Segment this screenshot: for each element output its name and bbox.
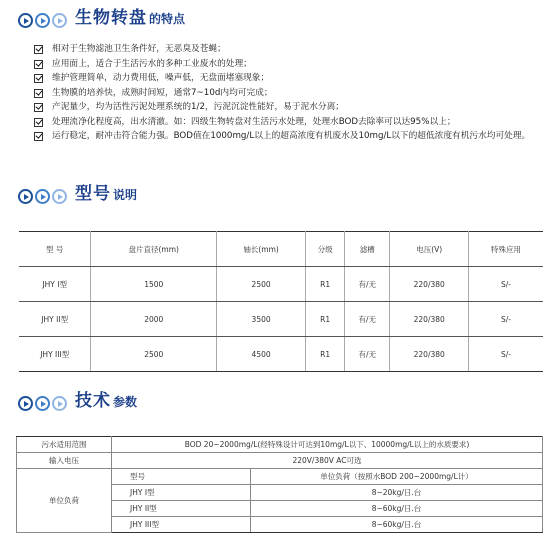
table-cell: R1 bbox=[306, 267, 345, 302]
section-header-features bbox=[18, 8, 185, 28]
table-cell: 220/380 bbox=[390, 337, 469, 372]
table-cell: JHY II型 bbox=[19, 302, 91, 337]
table-header-row bbox=[19, 232, 543, 267]
table-cell: 2500 bbox=[91, 337, 217, 372]
table-row bbox=[19, 267, 543, 302]
row-value: 220V/380V AC可选 bbox=[112, 453, 543, 469]
section-title: 生物转盘 bbox=[75, 8, 147, 28]
column-header: 轴长(mm) bbox=[217, 232, 306, 267]
section-subtitle: 说明 bbox=[113, 188, 138, 202]
table-cell: JHY III型 bbox=[112, 517, 251, 533]
table-row bbox=[17, 469, 543, 485]
column-header: 电压(V) bbox=[390, 232, 469, 267]
row-label: 单位负荷 bbox=[17, 469, 112, 533]
checkbox-icon bbox=[34, 118, 43, 127]
table-cell: 有/无 bbox=[345, 337, 390, 372]
feature-list bbox=[34, 42, 544, 144]
section-subtitle: 参数 bbox=[113, 395, 138, 409]
table-cell: 4500 bbox=[217, 337, 306, 372]
row-label: 输入电压 bbox=[17, 453, 112, 469]
table-cell: 有/无 bbox=[345, 302, 390, 337]
table-cell: JHY I型 bbox=[112, 485, 251, 501]
feature-item: 产泥量少，均为活性污泥处理系统的1/2，污泥沉淀性能好，易于泥水分离； bbox=[34, 100, 544, 115]
table-cell: 8~60kg/日.台 bbox=[251, 517, 543, 533]
checkbox-icon bbox=[34, 60, 43, 69]
table-row bbox=[19, 302, 543, 337]
table-row bbox=[19, 337, 543, 372]
column-header: 型 号 bbox=[19, 232, 91, 267]
column-header: 滤槽 bbox=[345, 232, 390, 267]
table-cell: JHY II型 bbox=[112, 501, 251, 517]
table-cell: 2500 bbox=[217, 267, 306, 302]
tech-params-table bbox=[16, 436, 543, 533]
table-cell: S/- bbox=[468, 302, 543, 337]
feature-item: 应用面上，适合于生活污水的多种工业废水的处理； bbox=[34, 57, 544, 72]
column-header: 型号 bbox=[112, 469, 251, 485]
table-cell: S/- bbox=[468, 337, 543, 372]
row-label: 污水适用范围 bbox=[17, 437, 112, 453]
section-header-models bbox=[18, 184, 137, 204]
table-cell: 8~20kg/日.台 bbox=[251, 485, 543, 501]
feature-item: 生物膜的培养快，成熟时间短，通常7~10d内均可完成； bbox=[34, 86, 544, 101]
arrow-bullets-icon bbox=[18, 13, 69, 28]
checkbox-icon bbox=[34, 103, 43, 112]
table-cell: R1 bbox=[306, 302, 345, 337]
checkbox-icon bbox=[34, 89, 43, 98]
row-value: BOD 20~2000mg/L(经特殊设计可达到10mg/L以下、10000mg/L以上的水质要求) bbox=[112, 437, 543, 453]
feature-item: 相对于生物滤池卫生条件好，无恶臭及苍蝇； bbox=[34, 42, 544, 57]
table-cell: JHY III型 bbox=[19, 337, 91, 372]
column-header: 特殊应用 bbox=[468, 232, 543, 267]
section-header-tech bbox=[18, 391, 137, 411]
table-cell: R1 bbox=[306, 337, 345, 372]
table-cell: 有/无 bbox=[345, 267, 390, 302]
table-cell: 1500 bbox=[91, 267, 217, 302]
table-cell: JHY I型 bbox=[19, 267, 91, 302]
table-row bbox=[17, 453, 543, 469]
table-row bbox=[17, 437, 543, 453]
table-cell: S/- bbox=[468, 267, 543, 302]
checkbox-icon bbox=[34, 132, 43, 141]
column-header: 盘片直径(mm) bbox=[91, 232, 217, 267]
section-subtitle: 的特点 bbox=[149, 12, 186, 26]
arrow-bullets-icon bbox=[18, 396, 69, 411]
feature-item: 维护管理简单，动力费用低，噪声低，无盘面堵塞现象； bbox=[34, 71, 544, 86]
table-cell: 3500 bbox=[217, 302, 306, 337]
checkbox-icon bbox=[34, 74, 43, 83]
feature-item: 处理流净化程度高，出水清澈。如：四级生物转盘对生活污水处理，处理水BOD去除率可以达95%以上； bbox=[34, 115, 544, 130]
table-cell: 8~60kg/日.台 bbox=[251, 501, 543, 517]
column-header: 单位负荷（按照水BOD 200~2000mg/L计） bbox=[251, 469, 543, 485]
arrow-bullets-icon bbox=[18, 189, 69, 204]
model-table bbox=[19, 231, 543, 372]
section-title: 技术 bbox=[75, 391, 111, 411]
table-cell: 2000 bbox=[91, 302, 217, 337]
column-header: 分级 bbox=[306, 232, 345, 267]
checkbox-icon bbox=[34, 45, 43, 54]
table-cell: 220/380 bbox=[390, 267, 469, 302]
section-title: 型号 bbox=[75, 184, 111, 204]
feature-item: 运行稳定，耐冲击符合能力强。BOD值在1000mg/L以上的超高浓度有机废水及10mg/L以下的超低浓度有机污水均可处理。 bbox=[34, 129, 544, 144]
table-cell: 220/380 bbox=[390, 302, 469, 337]
